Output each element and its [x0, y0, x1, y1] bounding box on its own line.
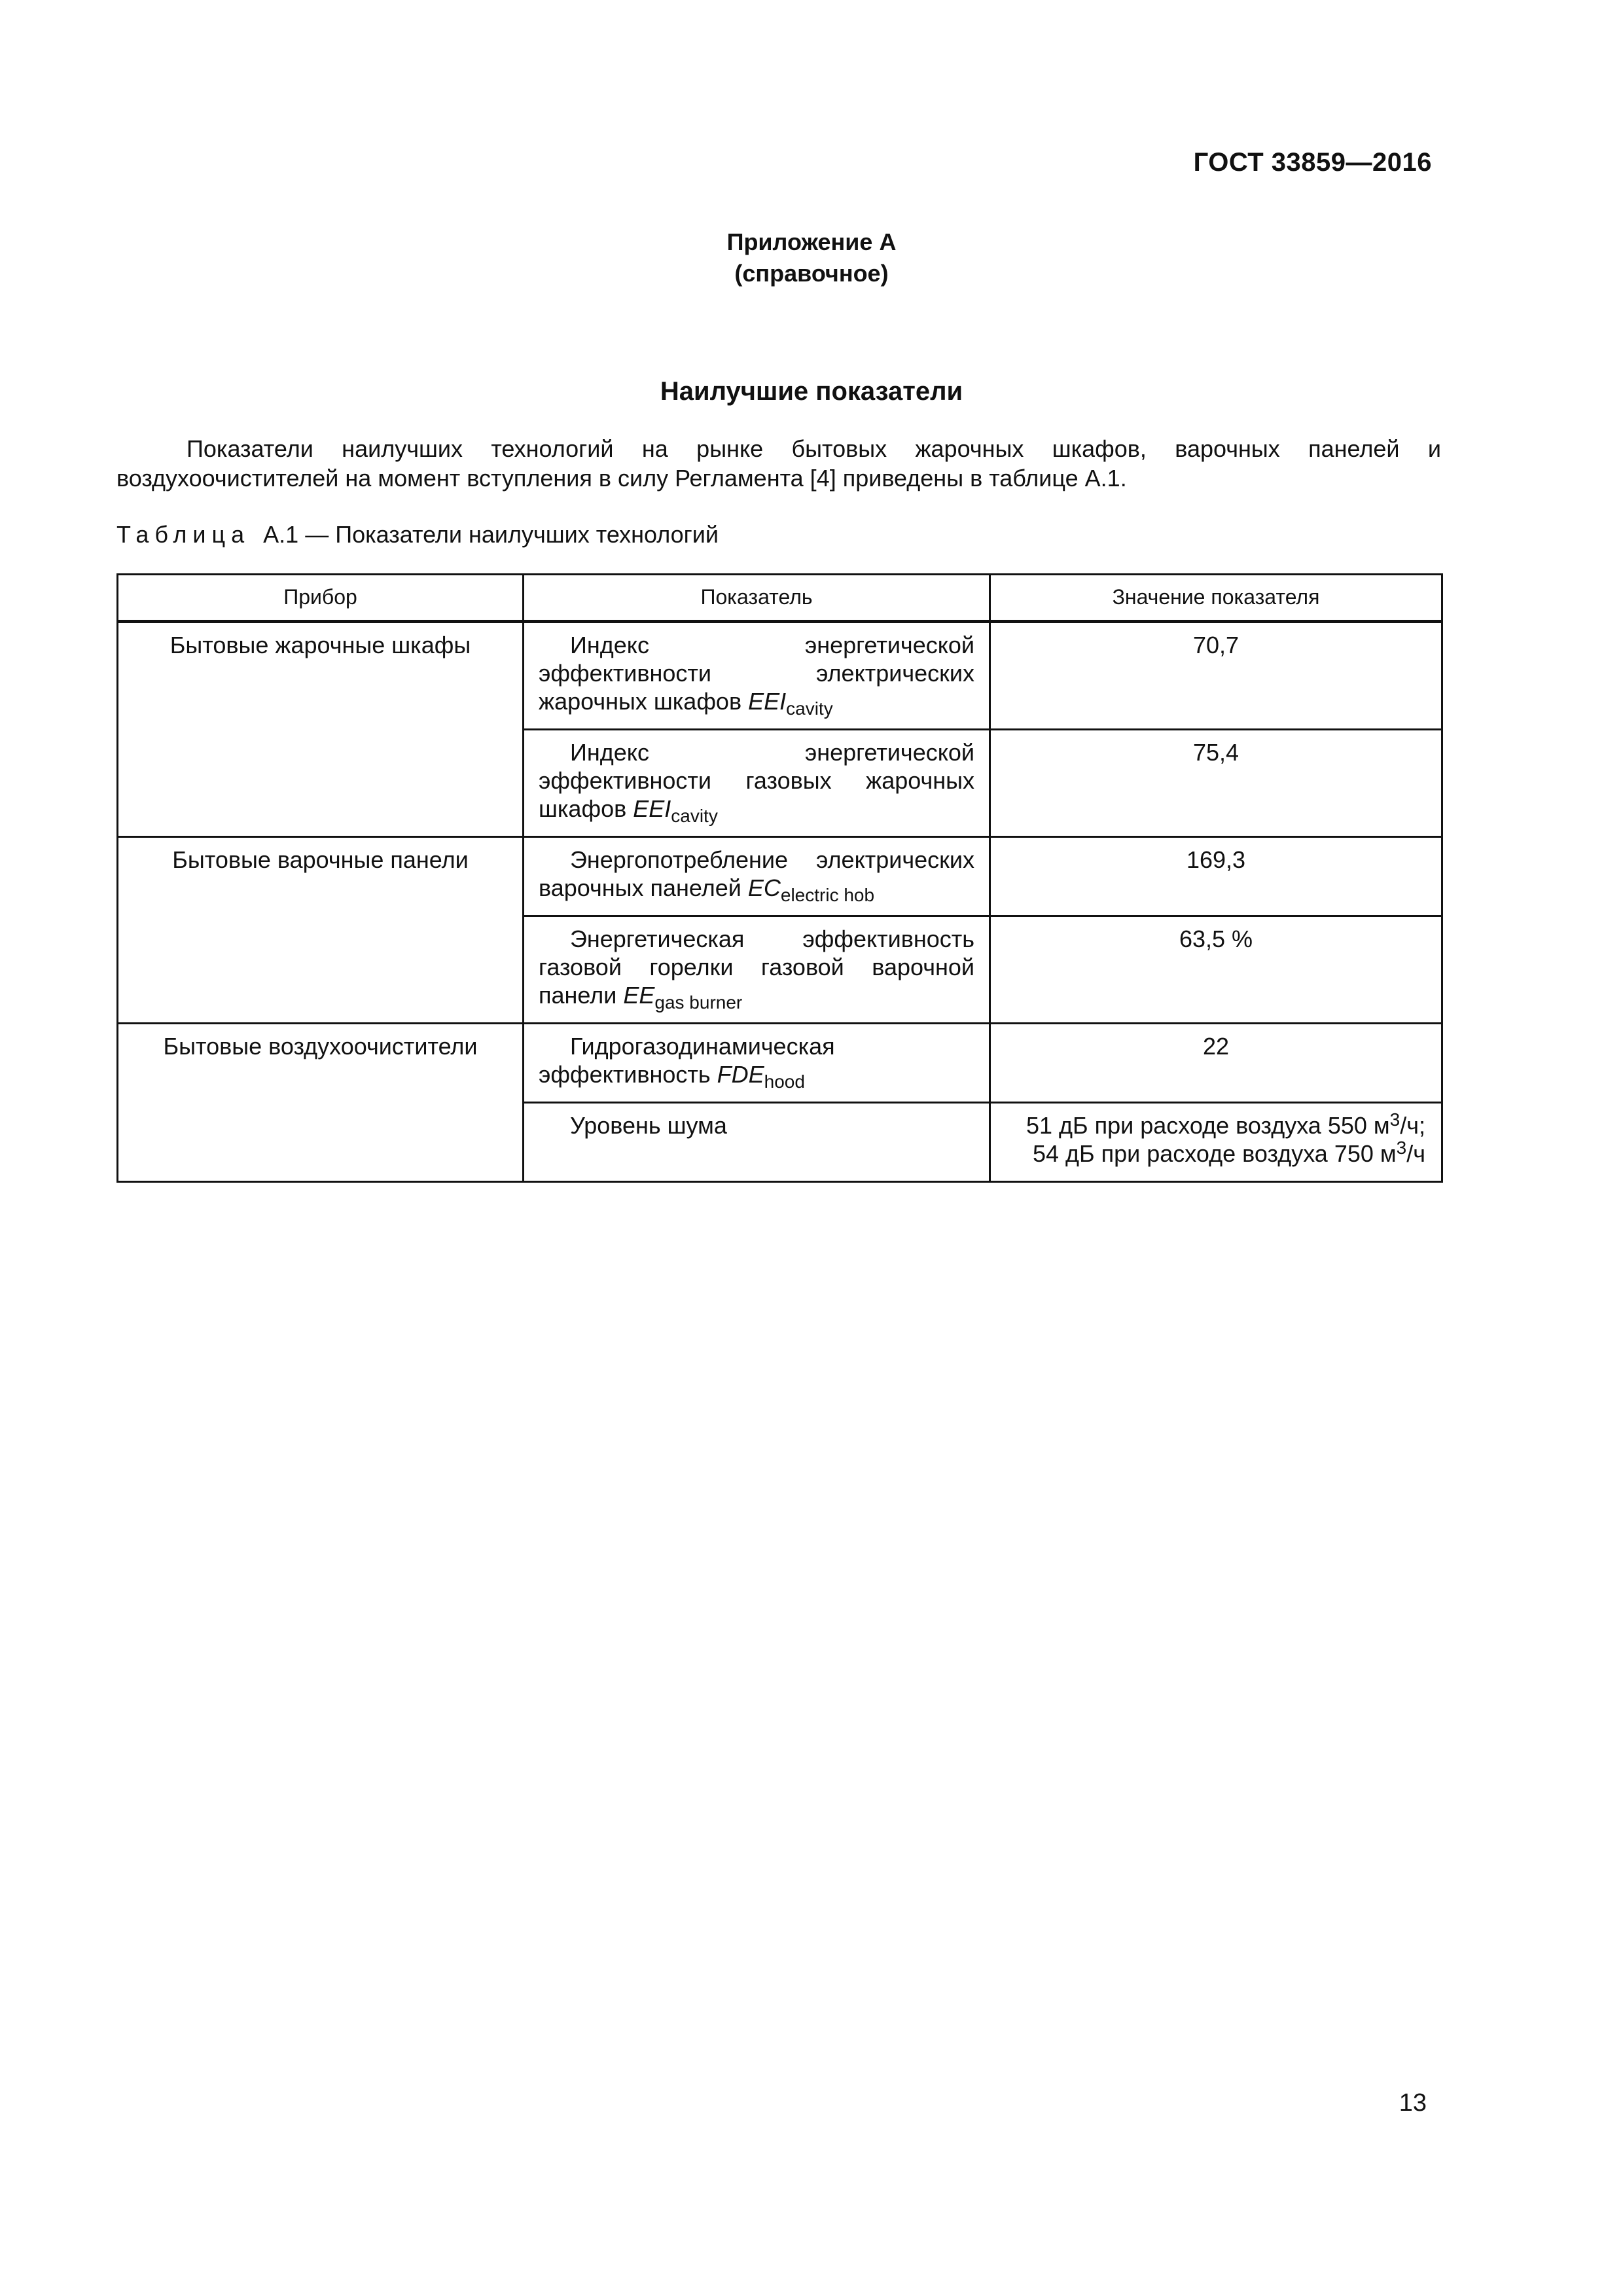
value-cell: 70,7 [990, 622, 1442, 730]
value-cell: 75,4 [990, 730, 1442, 837]
table-header-row [118, 575, 1442, 622]
table-row [118, 622, 1442, 730]
device-cell: Бытовые жарочные шкафы [118, 622, 524, 837]
section-title: Наилучшие показатели [660, 377, 963, 406]
indicator-symbol: EEI [633, 795, 671, 822]
document-code: ГОСТ 33859—2016 [1193, 148, 1432, 177]
value-cell: 63,5 % [990, 916, 1442, 1024]
indicator-subscript: electric hob [780, 885, 875, 905]
indicator-text: Индекс энергетической эффективности электрических жарочных шкафов [539, 632, 974, 715]
value-cell: 22 [990, 1024, 1442, 1103]
indicator-symbol: EEI [748, 688, 787, 715]
indicator-subscript: cavity [671, 806, 718, 826]
table-caption [116, 521, 719, 548]
indicator-text: Гидрогазодинамическая эффективность [539, 1033, 835, 1088]
indicator-cell [524, 1024, 990, 1103]
indicator-symbol: FDE [717, 1061, 764, 1088]
indicator-cell [524, 837, 990, 916]
appendix-title: Приложение А [726, 228, 897, 255]
indicator-text: Уровень шума [570, 1112, 727, 1139]
value-cell [990, 1103, 1442, 1182]
table-caption-text: А.1 — Показатели наилучших технологий [263, 521, 719, 548]
indicator-text: Энергопотребление электрических варочных панелей [539, 846, 974, 901]
header-device: Прибор [118, 575, 524, 622]
table-row [118, 837, 1442, 916]
appendix-heading [0, 226, 1623, 289]
noise-value-superscript: 3 [1389, 1109, 1400, 1130]
indicators-table [116, 573, 1443, 1183]
indicator-cell [524, 730, 990, 837]
header-value: Значение показателя [990, 575, 1442, 622]
table-caption-prefix: Таблица [116, 521, 251, 548]
noise-value-text: 54 дБ при расходе воздуха 750 м [1032, 1140, 1397, 1167]
device-cell: Бытовые воздухоочистители [118, 1024, 524, 1182]
table-row [118, 1024, 1442, 1103]
indicator-subscript: gas burner [654, 992, 743, 1013]
indicator-text: Энергетическая эффективность газовой горелки газовой варочной панели [539, 925, 974, 1009]
header-indicator: Показатель [524, 575, 990, 622]
value-cell: 169,3 [990, 837, 1442, 916]
indicator-cell [524, 916, 990, 1024]
indicator-symbol: EC [747, 874, 781, 901]
page-number: 13 [1399, 2089, 1427, 2117]
appendix-subtitle: (справочное) [734, 260, 889, 287]
noise-value-line [1005, 1139, 1425, 1168]
noise-value-unit: /ч [1406, 1140, 1425, 1167]
indicator-subscript: cavity [786, 698, 833, 719]
noise-value-line [1005, 1111, 1425, 1139]
noise-value-text: 51 дБ при расходе воздуха 550 м [1026, 1112, 1390, 1139]
intro-paragraph: Показатели наилучших технологий на рынке бытовых жарочных шкафов, варочных панелей и воздухоочистителей на момент вступления в силу Регламента [4] приведены в таблице А.1. [116, 435, 1441, 492]
device-cell: Бытовые варочные панели [118, 837, 524, 1024]
indicator-cell [524, 622, 990, 730]
noise-value-unit: /ч; [1400, 1112, 1425, 1139]
indicator-cell [524, 1103, 990, 1182]
noise-value-superscript: 3 [1396, 1138, 1407, 1158]
indicator-subscript: hood [764, 1071, 805, 1092]
indicator-symbol: EE [623, 982, 655, 1009]
indicator-text: Индекс энергетической эффективности газовых жарочных шкафов [539, 739, 974, 822]
